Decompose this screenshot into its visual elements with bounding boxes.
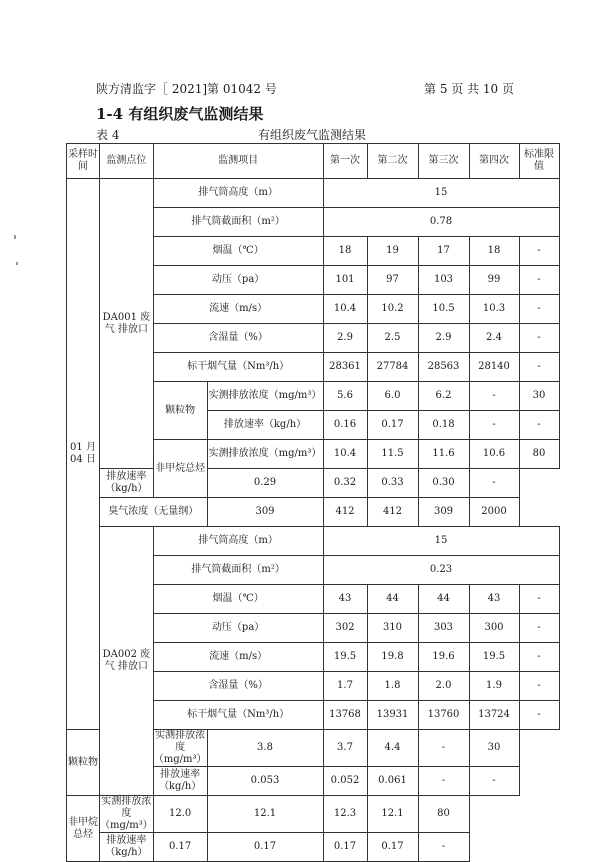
value-cell: 18: [469, 237, 519, 266]
value-cell: 310: [367, 614, 418, 643]
item-label: 排气筒高度（m）: [153, 527, 323, 556]
item-label: 含湿量（%）: [153, 324, 323, 353]
value-cell: 5.6: [323, 382, 367, 411]
limit-cell: -: [418, 833, 469, 862]
header-standard-limit: 标准限值: [519, 144, 559, 179]
limit-cell: -: [519, 237, 559, 266]
pollutant-group: 颗粒物: [67, 730, 100, 796]
value-cell: 2.0: [418, 672, 469, 701]
header-run-2: 第二次: [367, 144, 418, 179]
page-indicator: 第 5 页 共 10 页: [424, 82, 514, 96]
item-label: 流速（m/s）: [153, 295, 323, 324]
outlet-name: DA001 废 气 排放口: [100, 179, 154, 469]
table-header-row: [67, 144, 560, 179]
value-cell: 0.052: [323, 767, 367, 796]
value-cell: 2.5: [367, 324, 418, 353]
table-row: [67, 833, 560, 862]
scan-mark: [14, 235, 16, 239]
value-cell: 0.78: [323, 208, 559, 237]
item-label: 排放速率（kg/h）: [207, 411, 323, 440]
value-cell: 0.29: [207, 469, 323, 498]
limit-cell: -: [519, 266, 559, 295]
value-cell: 0.17: [367, 411, 418, 440]
table-row: [67, 527, 560, 556]
item-label: 实测排放浓度（mg/m³）: [207, 382, 323, 411]
value-cell: 43: [469, 585, 519, 614]
value-cell: 10.6: [469, 440, 519, 469]
value-cell: 13760: [418, 701, 469, 730]
item-label: 标干烟气量（Nm³/h）: [153, 353, 323, 382]
table-row: [67, 179, 560, 208]
value-cell: 0.17: [367, 833, 418, 862]
value-cell: -: [469, 411, 519, 440]
value-cell: 15: [323, 527, 559, 556]
pollutant-group: 非甲烷总烃: [153, 440, 207, 498]
table-row: [67, 498, 560, 527]
limit-cell: -: [519, 411, 559, 440]
outlet-name: DA002 废 气 排放口: [100, 527, 154, 796]
value-cell: 0.053: [207, 767, 323, 796]
value-cell: 10.4: [323, 440, 367, 469]
pollutant-group: 非甲烷总烃: [67, 796, 100, 862]
value-cell: 28563: [418, 353, 469, 382]
value-cell: -: [418, 730, 469, 767]
value-cell: 10.2: [367, 295, 418, 324]
item-label: 排放速率（kg/h）: [100, 833, 154, 862]
header-sampling-time: 采样时间: [67, 144, 100, 179]
item-label: 实测排放浓度（mg/m³）: [207, 440, 323, 469]
value-cell: 19.8: [367, 643, 418, 672]
value-cell: 1.9: [469, 672, 519, 701]
item-label: 排气筒截面积（m²）: [153, 556, 323, 585]
value-cell: 13768: [323, 701, 367, 730]
header-run-1: 第一次: [323, 144, 367, 179]
value-cell: 10.5: [418, 295, 469, 324]
value-cell: 15: [323, 179, 559, 208]
table-caption: 有组织废气监测结果: [258, 128, 367, 142]
value-cell: 6.2: [418, 382, 469, 411]
value-cell: 10.4: [323, 295, 367, 324]
table-row: [67, 796, 560, 833]
value-cell: -: [469, 382, 519, 411]
item-label: 排气筒截面积（m²）: [153, 208, 323, 237]
item-label: 排放速率（kg/h）: [153, 767, 207, 796]
value-cell: 303: [418, 614, 469, 643]
value-cell: 44: [418, 585, 469, 614]
value-cell: 0.33: [367, 469, 418, 498]
value-cell: 11.6: [418, 440, 469, 469]
value-cell: 302: [323, 614, 367, 643]
value-cell: 3.8: [207, 730, 323, 767]
value-cell: 300: [469, 614, 519, 643]
value-cell: 2.9: [323, 324, 367, 353]
header-monitoring-point: 监测点位: [100, 144, 154, 179]
value-cell: 0.30: [418, 469, 469, 498]
value-cell: 44: [367, 585, 418, 614]
table-row: [67, 469, 560, 498]
scan-mark: [16, 262, 18, 265]
item-label: 实测排放浓度（mg/m³）: [153, 730, 207, 765]
value-cell: 0.17: [153, 833, 207, 862]
value-cell: 11.5: [367, 440, 418, 469]
value-cell: 18: [323, 237, 367, 266]
value-cell: 28361: [323, 353, 367, 382]
value-cell: 43: [323, 585, 367, 614]
pollutant-group: 颗粒物: [153, 382, 207, 440]
item-label: 实测排放浓度（mg/m³）: [100, 796, 153, 831]
value-cell: 3.7: [323, 730, 367, 767]
limit-cell: 2000: [469, 498, 519, 527]
limit-cell: -: [519, 672, 559, 701]
value-cell: -: [418, 767, 469, 796]
value-cell: 309: [207, 498, 323, 527]
sampling-date: 01 月 04 日: [67, 179, 100, 730]
value-cell: 1.7: [323, 672, 367, 701]
item-label: 烟温（℃）: [153, 237, 323, 266]
value-cell: 103: [418, 266, 469, 295]
value-cell: 12.0: [153, 796, 207, 833]
limit-cell: -: [469, 767, 519, 796]
item-label: 动压（pa）: [153, 614, 323, 643]
value-cell: 412: [323, 498, 367, 527]
header-run-3: 第三次: [418, 144, 469, 179]
value-cell: 101: [323, 266, 367, 295]
item-label: 动压（pa）: [153, 266, 323, 295]
value-cell: 17: [418, 237, 469, 266]
value-cell: 97: [367, 266, 418, 295]
value-cell: 309: [418, 498, 469, 527]
value-cell: 19.6: [418, 643, 469, 672]
value-cell: 6.0: [367, 382, 418, 411]
item-label: 流速（m/s）: [153, 643, 323, 672]
value-cell: 13931: [367, 701, 418, 730]
value-cell: 10.3: [469, 295, 519, 324]
monitoring-table: [66, 143, 560, 862]
header-monitoring-item: 监测项目: [153, 144, 323, 179]
limit-cell: -: [519, 324, 559, 353]
value-cell: 2.4: [469, 324, 519, 353]
value-cell: 12.1: [367, 796, 418, 833]
limit-cell: 30: [469, 730, 519, 767]
limit-cell: -: [519, 643, 559, 672]
limit-cell: -: [469, 469, 519, 498]
value-cell: 0.23: [323, 556, 559, 585]
value-cell: 0.18: [418, 411, 469, 440]
document-number: 陕方清监字［ 2021]第 01042 号: [96, 82, 277, 96]
limit-cell: -: [519, 585, 559, 614]
value-cell: 0.17: [323, 833, 367, 862]
value-cell: 0.061: [367, 767, 418, 796]
value-cell: 0.32: [323, 469, 367, 498]
value-cell: 28140: [469, 353, 519, 382]
value-cell: 1.8: [367, 672, 418, 701]
value-cell: 12.1: [207, 796, 323, 833]
value-cell: 19: [367, 237, 418, 266]
value-cell: 2.9: [418, 324, 469, 353]
limit-cell: -: [519, 353, 559, 382]
value-cell: 0.17: [207, 833, 323, 862]
value-cell: 0.16: [323, 411, 367, 440]
item-label: 排放速率（kg/h）: [100, 469, 154, 498]
limit-cell: 80: [519, 440, 559, 469]
value-cell: 19.5: [323, 643, 367, 672]
limit-cell: -: [519, 701, 559, 730]
item-label: 标干烟气量（Nm³/h）: [153, 701, 323, 730]
limit-cell: 30: [519, 382, 559, 411]
value-cell: 12.3: [323, 796, 367, 833]
value-cell: 99: [469, 266, 519, 295]
limit-cell: -: [519, 614, 559, 643]
limit-cell: 80: [418, 796, 469, 833]
section-title: 1-4 有组织废气监测结果: [96, 105, 264, 123]
value-cell: 27784: [367, 353, 418, 382]
value-cell: 13724: [469, 701, 519, 730]
item-label: 臭气浓度（无量纲）: [100, 498, 208, 527]
value-cell: 19.5: [469, 643, 519, 672]
header-run-4: 第四次: [469, 144, 519, 179]
item-label: 排气筒高度（m）: [153, 179, 323, 208]
value-cell: 412: [367, 498, 418, 527]
limit-cell: -: [519, 295, 559, 324]
table-number: 表 4: [96, 128, 120, 142]
item-label: 含湿量（%）: [153, 672, 323, 701]
value-cell: 4.4: [367, 730, 418, 767]
item-label: 烟温（℃）: [153, 585, 323, 614]
